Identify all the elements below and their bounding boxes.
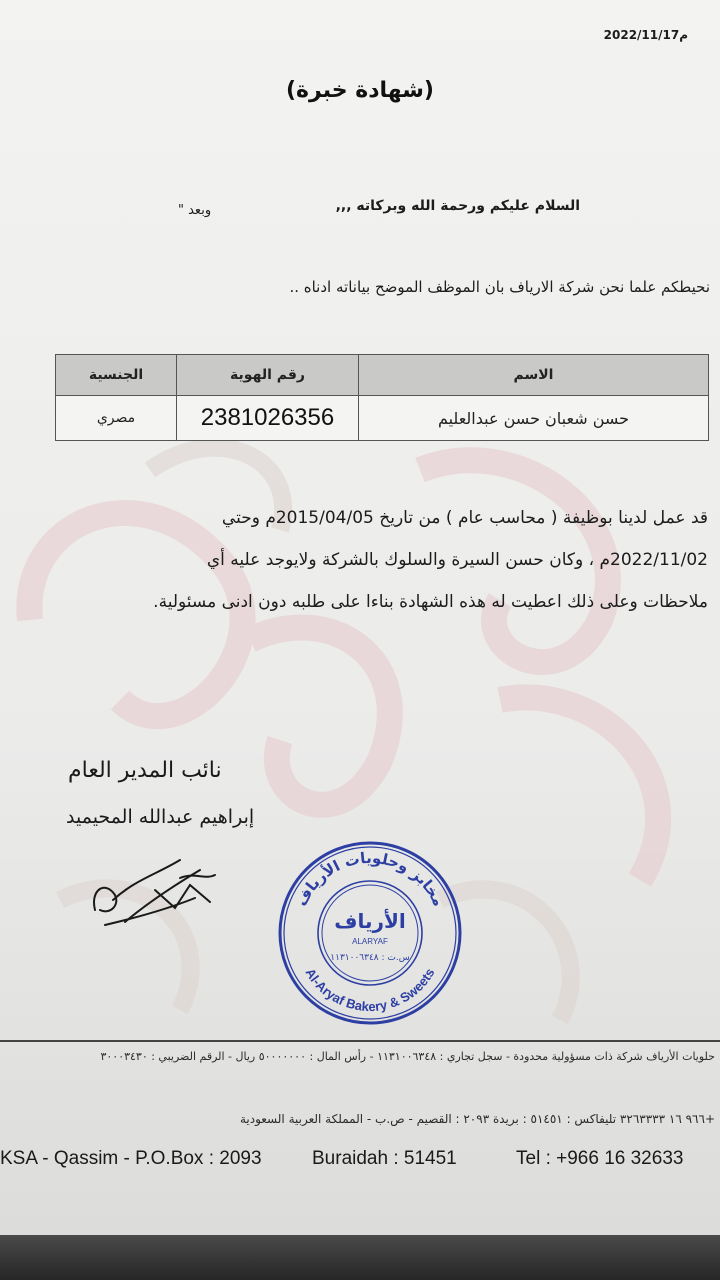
- employee-info-table: [55, 354, 709, 441]
- greeting-continuation: وبعد ": [178, 203, 212, 218]
- header-name: الاسم: [359, 355, 709, 396]
- footer-tel: Tel : +966 16 32633: [516, 1148, 684, 1169]
- footer-divider: [0, 1040, 720, 1042]
- svg-text:مخابز وحلويات الأرياف: [292, 849, 448, 909]
- employee-nationality: مصري: [56, 396, 177, 441]
- employee-name: حسن شعبان حسن عبدالعليم: [359, 396, 709, 441]
- footer-address-arabic: +٩٦٦ ١٦ ٣٢٦٣٣٣٣ تليفاكس : ٥١٤٥١ : بريدة ٢٠٩٣ : القصيم - ص.ب - المملكة العربية السعودية: [239, 1112, 715, 1126]
- table-header-row: [56, 355, 709, 396]
- footer-city: Buraidah : 51451: [312, 1148, 457, 1169]
- stamp-english-ring: Al-Aryaf Bakery & Sweets: [302, 965, 438, 1015]
- handwritten-signature: [85, 850, 225, 930]
- stamp-rings: [280, 843, 460, 1023]
- signatory-name: إبراهيم عبدالله المحيميد: [66, 806, 255, 828]
- footer-company-line: حلويات الأرياف شركة ذات مسؤولية محدودة - سجل تجاري : ١١٣١٠٠٦٣٤٨ - رأس المال : ٥٠٠٠٠٠٠٠ ريال - الرقم الضريبي : ٣٠٠٠٣٤٣٠: [100, 1050, 715, 1063]
- svg-text:Al-Aryaf Bakery & Sweets: [303, 966, 438, 1015]
- stamp-logo-latin: ALARYAF: [352, 937, 388, 946]
- stamp-cr-number: س.ت : ١١٣١٠٠٦٣٤٨: [330, 953, 410, 963]
- signatory-title: نائب المدير العام: [68, 758, 222, 783]
- header-id: رقم الهوية: [177, 355, 359, 396]
- certificate-title: (شهادة خبرة): [286, 78, 434, 103]
- footer-address: KSA - Qassim - P.O.Box : 2093: [0, 1148, 262, 1169]
- document-date: 2022/11/17م: [603, 28, 688, 42]
- stamp-arabic-ring: مخابز وحلويات الأرياف: [292, 848, 448, 909]
- body-line-2: 2022/11/02م ، وكان حسن السيرة والسلوك بالشركة ولايوجد عليه أي: [206, 550, 708, 570]
- greeting: السلام عليكم ورحمة الله وبركاته ,,,: [335, 198, 580, 214]
- stamp-logo: الأرياف: [334, 909, 406, 933]
- company-stamp: [275, 838, 465, 1028]
- table-row: [56, 396, 709, 441]
- employee-id-number: 2381026356: [177, 396, 359, 441]
- header-nationality: الجنسية: [56, 355, 177, 396]
- photo-bottom-edge: [0, 1235, 720, 1280]
- intro-line: نحيطكم علما نحن شركة الارياف بان الموظف الموضح بياناته ادناه ..: [289, 278, 710, 296]
- body-line-3: ملاحظات وعلى ذلك اعطيت له هذه الشهادة بناءا على طلبه دون ادنى مسئولية.: [153, 592, 708, 612]
- body-line-1: قد عمل لدينا بوظيفة ( محاسب عام ) من تاريخ 2015/04/05م وحتي: [221, 508, 708, 528]
